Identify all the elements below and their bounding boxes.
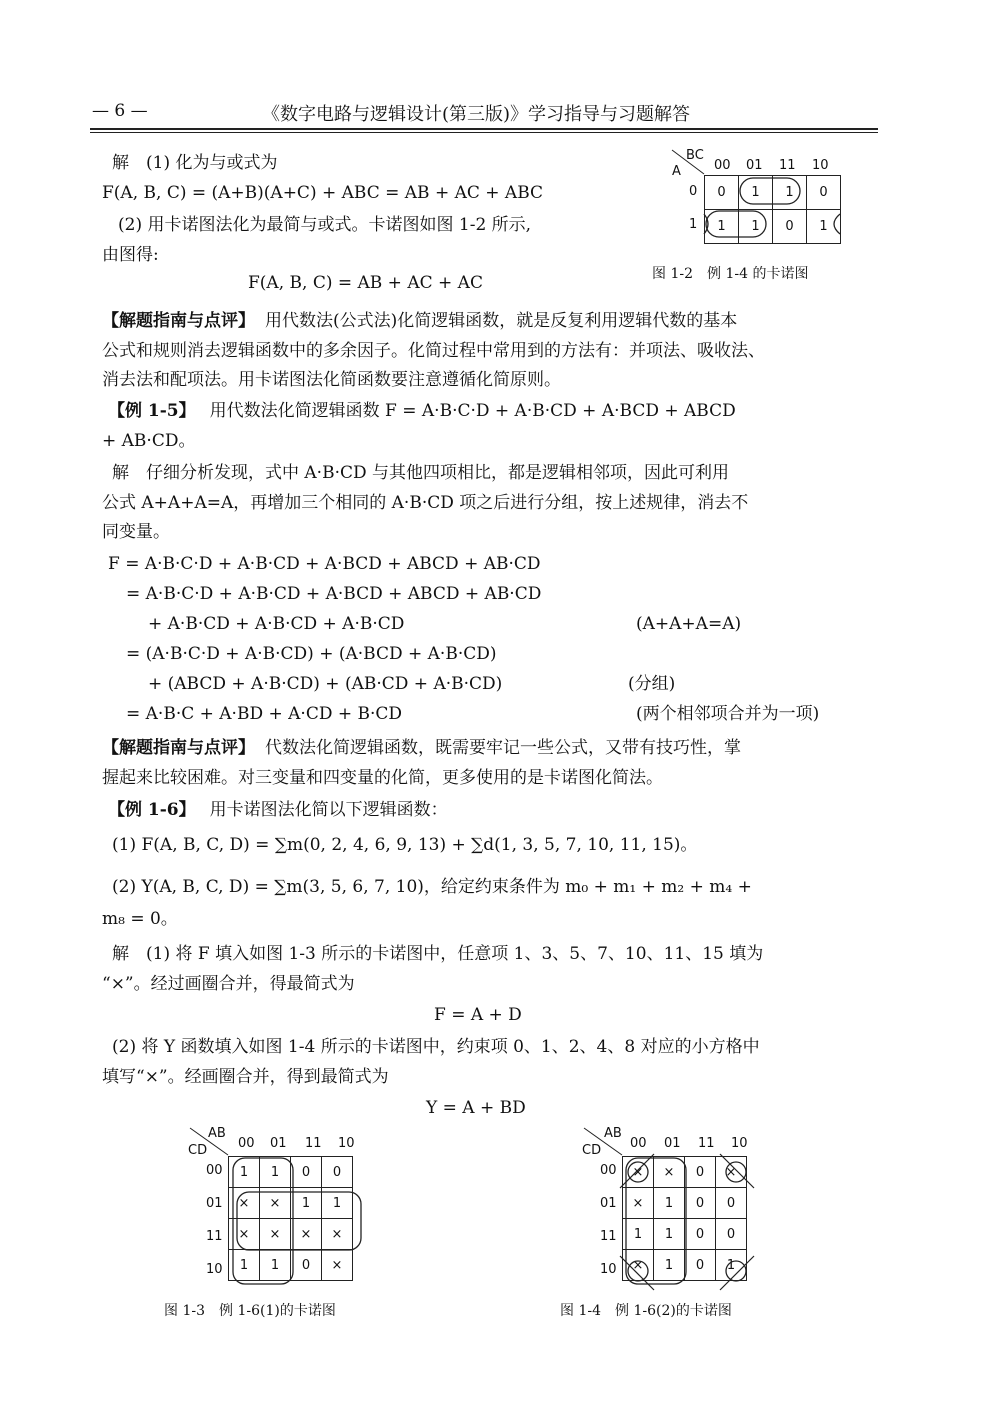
derivation-line: = A·B·C + A·BD + A·CD + B·CD (126, 704, 403, 724)
kmap-cell: 1 (654, 1219, 685, 1250)
kmap-row-label: 1 (689, 217, 698, 232)
example-tag: 【例 1-5】 (108, 401, 196, 421)
kmap-cell: 1 (229, 1157, 260, 1188)
kmap-row-label: 01 (206, 1196, 223, 1211)
kmap-cell: × (260, 1188, 291, 1219)
kmap-cell: × (623, 1157, 654, 1188)
sol14-line1: 解 (1) 化为与或式为 (112, 153, 278, 173)
sol15-line3: 同变量。 (102, 522, 170, 542)
kmap-cell: 0 (685, 1157, 716, 1188)
kmap-cell: 0 (685, 1188, 716, 1219)
kmap-cell: 0 (685, 1250, 716, 1281)
sol16-eq2: Y = A + BD (426, 1098, 526, 1118)
kmap-row-label: 00 (600, 1163, 617, 1178)
kmap-cell: 1 (807, 210, 841, 244)
derivation-note: (分组) (628, 674, 676, 694)
guide1-line3: 消去法和配项法。用卡诺图法化简函数要注意遵循化简原则。 (102, 370, 561, 390)
kmap-cell: 0 (685, 1219, 716, 1250)
kmap-cell: 0 (807, 176, 841, 210)
kmap-col-label: 10 (812, 158, 829, 173)
kmap-cell: × (229, 1188, 260, 1219)
sol16-line2: “×”。经过画圈合并，得最简式为 (102, 974, 355, 994)
kmap-col-label: 11 (305, 1136, 322, 1151)
kmap-col-label: 00 (238, 1136, 255, 1151)
guide1-line2: 公式和规则消去逻辑函数中的多余因子。化简过程中常用到的方法有：并项法、吸收法、 (102, 341, 765, 361)
kmap-cell: 0 (705, 176, 739, 210)
derivation-note: (A+A+A=A) (636, 614, 742, 634)
kmap-cell: 1 (739, 210, 773, 244)
sol16-line1: 解 (1) 将 F 填入如图 1-3 所示的卡诺图中，任意项 1、3、5、7、10、11、15 填为 (112, 944, 764, 964)
kmap-cell: 1 (322, 1188, 353, 1219)
kmap-var-left: CD (188, 1143, 208, 1158)
sol15-line2: 公式 A+A+A=A，再增加三个相同的 A·B·CD 项之后进行分组，按上述规律，消去不 (102, 493, 749, 513)
kmap-col-label: 00 (630, 1136, 647, 1151)
ex15-line2: + AB·CD。 (102, 431, 196, 451)
kmap-cell: × (322, 1219, 353, 1250)
guide2-line2: 握起来比较困难。对三变量和四变量的化简，更多使用的是卡诺图化简法。 (102, 768, 663, 788)
kmap-cell: 0 (322, 1157, 353, 1188)
kmap-col-label: 11 (779, 158, 796, 173)
ex16-line1: 用卡诺图法化简以下逻辑函数： (209, 800, 448, 820)
derivation-line: F = A·B·C·D + A·B·CD + A·BCD + ABCD + AB·CD (108, 554, 541, 574)
kmap-grouping-loops (700, 172, 880, 252)
kmap-cell: 1 (229, 1250, 260, 1281)
kmap-cell: × (260, 1219, 291, 1250)
kmap-cell: × (716, 1157, 747, 1188)
figure-caption: 图 1-2 例 1-4 的卡诺图 (652, 266, 809, 282)
sol14-line2: (2) 用卡诺图法化为最简与或式。卡诺图如图 1-2 所示, (118, 215, 532, 235)
derivation-line: + (ABCD + A·B·CD) + (AB·CD + A·B·CD) (148, 674, 503, 694)
sol14-eq2: F(A, B, C) = AB + AC + AC (248, 273, 483, 293)
derivation-note: (两个相邻项合并为一项) (636, 704, 820, 724)
kmap-cell: × (229, 1219, 260, 1250)
kmap-cell: 1 (654, 1250, 685, 1281)
kmap-cell: 1 (705, 210, 739, 244)
kmap-cell: 1 (654, 1188, 685, 1219)
kmap-row-label: 10 (206, 1262, 223, 1277)
kmap-cell: × (654, 1157, 685, 1188)
figure-caption: 图 1-4 例 1-6(2)的卡诺图 (560, 1303, 732, 1319)
derivation-line: = (A·B·C·D + A·B·CD) + (A·BCD + A·B·CD) (126, 644, 497, 664)
kmap-cell: 1 (773, 176, 807, 210)
guide1-line1: 用代数法(公式法)化简逻辑函数，就是反复利用逻辑代数的基本 (265, 311, 738, 331)
kmap-cell: 0 (716, 1219, 747, 1250)
kmap-row-label: 10 (600, 1262, 617, 1277)
kmap-var-top: AB (604, 1126, 622, 1141)
sol16-eq1: F = A + D (434, 1005, 522, 1025)
kmap-grouping-loops (226, 1154, 376, 1304)
example-tag: 【例 1-6】 (108, 800, 196, 820)
kmap-col-label: 10 (338, 1136, 355, 1151)
kmap-cell: 1 (739, 176, 773, 210)
kmap-cell: 1 (260, 1157, 291, 1188)
kmap-cell: × (623, 1188, 654, 1219)
kmap-var-left: A (672, 164, 681, 179)
kmap-cell: 1 (291, 1188, 322, 1219)
guide-tag: 【解题指南与点评】 (102, 311, 255, 331)
header-rule (90, 128, 878, 130)
kmap-row-label: 11 (206, 1229, 223, 1244)
running-title: 《数字电路与逻辑设计(第三版)》学习指导与习题解答 (262, 104, 691, 125)
kmap-cell: × (623, 1250, 654, 1281)
ex16-question2: (2) Y(A, B, C, D) = ∑m(3, 5, 6, 7, 10)，给定约束条件为 m₀ + m₁ + m₂ + m₄ + (112, 877, 752, 897)
ex16-question1: (1) F(A, B, C, D) = ∑m(0, 2, 4, 6, 9, 13) + ∑d(1, 3, 5, 7, 10, 11, 15)。 (112, 835, 698, 855)
kmap-row-label: 00 (206, 1163, 223, 1178)
ex15-line1: 用代数法化简逻辑函数 F = A·B·C·D + A·B·CD + A·BCD + ABCD (209, 401, 736, 421)
kmap-cell: 1 (623, 1219, 654, 1250)
kmap-col-label: 01 (664, 1136, 681, 1151)
kmap-row-label: 11 (600, 1229, 617, 1244)
kmap-var-top: BC (686, 148, 704, 163)
header-rule-thin (90, 132, 878, 133)
kmap-cell: 0 (291, 1157, 322, 1188)
sol14-eq1: F(A, B, C) = (A+B)(A+C) + ABC = AB + AC + ABC (102, 183, 544, 203)
derivation-line: = A·B·C·D + A·B·CD + A·BCD + ABCD + AB·CD (126, 584, 542, 604)
kmap-cell: 1 (260, 1250, 291, 1281)
kmap-col-label: 01 (746, 158, 763, 173)
kmap-col-label: 10 (731, 1136, 748, 1151)
kmap-row-label: 01 (600, 1196, 617, 1211)
kmap-grouping-loops (620, 1154, 780, 1304)
figure-caption: 图 1-3 例 1-6(1)的卡诺图 (164, 1303, 336, 1319)
kmap-cell: × (291, 1219, 322, 1250)
kmap-col-label: 00 (714, 158, 731, 173)
kmap-col-label: 11 (698, 1136, 715, 1151)
sol15-line1: 解 仔细分析发现，式中 A·B·CD 与其他四项相比，都是逻辑相邻项，因此可利用 (112, 463, 730, 483)
kmap-var-left: CD (582, 1143, 602, 1158)
kmap-cell: 1 (716, 1250, 747, 1281)
derivation-line: + A·B·CD + A·B·CD + A·B·CD (148, 614, 405, 634)
sol16-line3: (2) 将 Y 函数填入如图 1-4 所示的卡诺图中，约束项 0、1、2、4、8 对应的小方格中 (112, 1037, 760, 1057)
guide-tag: 【解题指南与点评】 (102, 738, 255, 758)
kmap-cell: 0 (291, 1250, 322, 1281)
kmap-cell: × (322, 1250, 353, 1281)
guide2-line1: 代数法化简逻辑函数，既需要牢记一些公式，又带有技巧性，掌 (265, 738, 741, 758)
kmap-cell: 0 (716, 1188, 747, 1219)
page-number: — 6 — (92, 101, 148, 121)
ex16-question2-cont: m₈ = 0。 (102, 909, 178, 929)
sol14-line3: 由图得: (102, 245, 159, 265)
kmap-col-label: 01 (270, 1136, 287, 1151)
kmap-var-top: AB (208, 1126, 226, 1141)
sol16-line4: 填写“×”。经画圈合并，得到最简式为 (102, 1067, 389, 1087)
kmap-cell: 0 (773, 210, 807, 244)
kmap-row-label: 0 (689, 184, 698, 199)
